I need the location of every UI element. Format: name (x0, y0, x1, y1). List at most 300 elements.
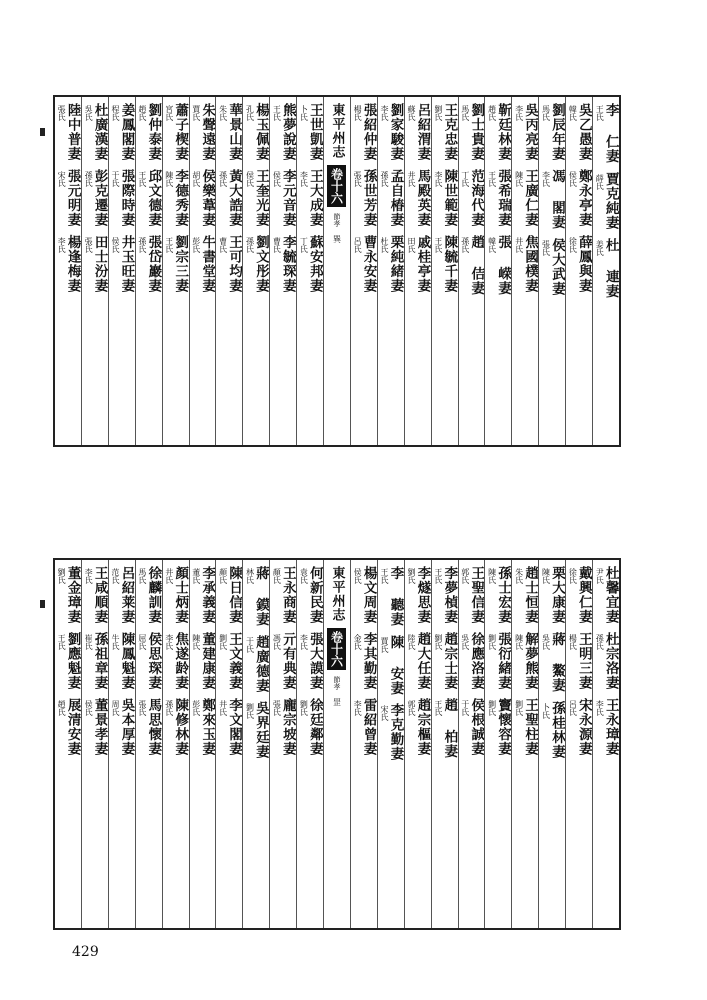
husband-name: 王大成妻 (306, 169, 323, 227)
husband-name: 王可均妻 (226, 235, 243, 293)
husband-name: 陸中普妻 (64, 103, 81, 161)
name-entry (595, 172, 617, 230)
husband-name: 牛書堂妻 (199, 235, 216, 293)
name-entry (595, 698, 617, 756)
name-entry (57, 103, 79, 161)
husband-name: 劉宗三妻 (172, 235, 189, 293)
name-entry (461, 103, 483, 161)
husband-name: 王明三妻 (575, 632, 592, 690)
name-entry (353, 566, 375, 624)
name-entry (299, 698, 321, 756)
husband-name: 侯思琛妻 (145, 632, 162, 690)
text-column (350, 97, 377, 445)
wife-surname: 劉氏 (514, 700, 524, 716)
husband-name: 吳界廷妻 (253, 700, 270, 759)
husband-name: 熊夢說妻 (279, 103, 296, 161)
wife-surname: 胡氏 (191, 171, 201, 187)
wife-surname: 王氏 (137, 171, 147, 187)
name-entry (219, 632, 241, 690)
wife-surname: 王氏 (164, 237, 174, 253)
name-entry (515, 566, 537, 624)
name-entry (57, 698, 79, 756)
husband-name: 李毓琛妻 (279, 235, 296, 293)
wife-surname: 孔氏 (245, 105, 255, 121)
name-entry (111, 103, 133, 161)
name-entry (57, 235, 79, 293)
text-column (592, 97, 619, 445)
husband-name: 井玉旺妻 (118, 235, 135, 293)
husband-name: 陳日信妻 (226, 566, 243, 624)
name-entry (568, 169, 590, 227)
name-entry (541, 169, 563, 230)
wife-surname: 陳氏 (164, 171, 174, 187)
husband-name: 徐廷鄰妻 (306, 698, 323, 756)
wife-surname: 侯氏 (84, 700, 94, 716)
name-entry (541, 701, 563, 759)
wife-surname: 趙氏 (57, 700, 67, 716)
husband-name: 董金璋妻 (64, 566, 81, 624)
name-entry (111, 235, 133, 293)
name-entry (380, 235, 402, 293)
husband-name: 何新民妻 (306, 566, 323, 624)
husband-name: 賈克純妻 (602, 171, 619, 230)
husband-name: 劉辰年妻 (548, 103, 565, 161)
wife-surname: 宋氏 (380, 705, 390, 721)
wife-surname: 劉氏 (218, 634, 228, 650)
husband-name: 王聖柱妻 (522, 698, 539, 756)
husband-name: 戚桂亭妻 (414, 235, 431, 293)
wife-surname: 劉氏 (245, 702, 255, 719)
wife-surname: 薛氏 (595, 173, 605, 190)
wife-surname: 朱氏 (514, 568, 524, 584)
wife-surname: 井氏 (164, 568, 174, 584)
name-entry (219, 235, 241, 293)
husband-name: 徐麟訓妻 (145, 566, 162, 624)
name-entry (434, 566, 456, 624)
husband-name: 馬思懷妻 (145, 698, 162, 756)
text-column (189, 97, 216, 445)
husband-name: 蔣 鏌妻 (253, 566, 270, 627)
text-column (377, 97, 404, 445)
husband-name: 姜鳳閣妻 (118, 103, 135, 161)
name-entry (299, 169, 321, 227)
text-column (484, 560, 511, 928)
husband-name: 劉仲泰妻 (145, 103, 162, 161)
wife-surname: 陳氏 (541, 568, 551, 584)
wife-surname: 張氏 (137, 700, 147, 716)
husband-name: 馮 閣妻 (548, 169, 565, 230)
wife-surname: 李氏 (541, 171, 551, 187)
name-entry (515, 235, 537, 293)
wife-surname: 趙氏 (137, 105, 147, 121)
husband-name: 董景孝妻 (91, 698, 108, 756)
wife-surname: 彭氏 (191, 700, 201, 716)
wife-surname: 李氏 (299, 634, 309, 650)
text-column (55, 560, 81, 928)
husband-name: 王聖信妻 (468, 566, 485, 624)
wife-surname: 王氏 (433, 568, 443, 584)
wife-surname: 于氏 (460, 700, 470, 716)
husband-name: 趙大任妻 (414, 632, 431, 690)
wife-surname: 徐氏 (568, 568, 578, 584)
name-entry (595, 103, 617, 164)
text-column (538, 560, 565, 928)
wife-surname: 張氏 (272, 700, 282, 716)
name-entry (434, 169, 456, 227)
name-entry (272, 698, 294, 756)
husband-name: 孫世芳妻 (360, 169, 377, 227)
wife-surname: 侯氏 (353, 568, 363, 584)
wife-surname: 孫氏 (84, 171, 94, 187)
husband-name: 李承義妻 (199, 566, 216, 624)
text-column (350, 560, 377, 928)
volume-label: 卷十六 (327, 165, 346, 207)
wife-surname: 井氏 (406, 171, 416, 187)
name-entry (165, 169, 187, 227)
wife-surname: 王氏 (487, 171, 497, 187)
name-entry (595, 566, 617, 624)
husband-name: 吳乙愚妻 (575, 103, 592, 161)
name-entry (192, 103, 214, 161)
wife-surname: 張氏 (541, 239, 551, 256)
husband-name: 張希瑞妻 (495, 169, 512, 227)
text-column (135, 560, 162, 928)
name-entry (488, 632, 510, 690)
name-entry (541, 632, 563, 693)
name-entry (219, 169, 241, 227)
husband-name: 李元音妻 (279, 169, 296, 227)
wife-surname: 牛氏 (110, 634, 120, 650)
name-entry (165, 632, 187, 690)
text-column (377, 560, 404, 928)
top-text-block (53, 95, 621, 447)
husband-name: 侯根誠妻 (468, 698, 485, 756)
wife-surname: 袁氏 (299, 568, 309, 584)
name-entry (219, 566, 241, 624)
name-entry (165, 698, 187, 756)
banner-column (323, 97, 350, 445)
wife-surname: 馬氏 (137, 568, 147, 584)
husband-name: 黃大誥妻 (226, 169, 243, 227)
wife-surname: 劉氏 (433, 105, 443, 121)
wife-surname: 劉氏 (487, 700, 497, 716)
text-column (81, 560, 108, 928)
husband-name: 張岱巖妻 (145, 235, 162, 293)
wife-surname: 趙氏 (487, 105, 497, 121)
wife-surname: 劉氏 (299, 700, 309, 716)
husband-name: 趙 柏妻 (441, 698, 458, 759)
wife-surname: 孫氏 (218, 171, 228, 187)
husband-name: 徐應洛妻 (468, 632, 485, 690)
husband-name: 栗大康妻 (548, 566, 565, 624)
husband-name: 雷紹曾妻 (360, 698, 377, 756)
name-entry (488, 169, 510, 227)
husband-name: 王世凱妻 (306, 103, 323, 161)
name-entry (380, 103, 402, 161)
name-entry (380, 566, 402, 627)
wife-surname: 侯氏 (568, 171, 578, 187)
name-entry (407, 235, 429, 293)
wife-surname: 王氏 (57, 634, 67, 650)
name-entry (165, 235, 187, 293)
page-number: 429 (72, 944, 99, 960)
wife-surname: 丁氏 (299, 237, 309, 253)
text-column (592, 560, 619, 928)
husband-name: 戴興仁妻 (575, 566, 592, 624)
text-column (189, 560, 216, 928)
name-entry (434, 103, 456, 161)
wife-surname: 楊氏 (568, 634, 578, 650)
husband-name: 侯大武妻 (548, 237, 565, 296)
text-column (215, 560, 242, 928)
name-entry (541, 238, 563, 296)
wife-surname: 侯氏 (110, 237, 120, 253)
husband-name: 孫士宏妻 (495, 566, 512, 624)
name-entry (165, 103, 187, 161)
husband-name: 劉家駿妻 (387, 103, 404, 161)
name-entry (246, 566, 268, 627)
husband-name: 蕭子楔妻 (172, 103, 189, 161)
husband-name: 趙廣德妻 (253, 634, 270, 693)
husband-name: 王永璋妻 (602, 698, 619, 756)
wife-surname: 范氏 (110, 568, 120, 584)
name-entry (461, 169, 483, 227)
wife-surname: 張氏 (84, 237, 94, 253)
wife-surname: 呂氏 (353, 237, 363, 253)
section-label: 節孝 (332, 213, 341, 227)
wife-surname: 金氏 (353, 634, 363, 650)
wife-surname: 吳氏 (541, 634, 551, 650)
husband-name: 顏士炳妻 (172, 566, 189, 624)
name-entry (84, 632, 106, 690)
wife-surname: 李氏 (164, 634, 174, 650)
husband-name: 鄭永亭妻 (575, 169, 592, 227)
wife-surname: 崔氏 (84, 634, 94, 650)
name-entry (299, 235, 321, 293)
husband-name: 張衍緒妻 (495, 632, 512, 690)
volume-marker (324, 165, 350, 207)
name-entry (111, 566, 133, 624)
wife-surname: 李氏 (595, 700, 605, 716)
wife-surname: 井氏 (218, 700, 228, 716)
name-entry (434, 698, 456, 759)
wife-surname: 李氏 (514, 105, 524, 121)
husband-name: 竇懷容妻 (495, 698, 512, 756)
text-column (404, 560, 431, 928)
name-entry (568, 566, 590, 624)
husband-name: 馬殿英妻 (414, 169, 431, 227)
husband-name: 朱聲遠妻 (199, 103, 216, 161)
text-column (458, 97, 485, 445)
husband-name: 趙宗樞妻 (414, 698, 431, 756)
husband-name: 杜宗洛妻 (602, 632, 619, 690)
wife-surname: 林氏 (245, 568, 255, 584)
husband-name: 蔣 鰲妻 (548, 632, 565, 693)
husband-name: 展清安妻 (64, 698, 81, 756)
name-entry (246, 169, 268, 227)
husband-name: 王奎光妻 (253, 169, 270, 227)
name-entry (57, 169, 79, 227)
text-column (565, 560, 592, 928)
wife-surname: 卜氏 (299, 105, 309, 121)
wife-surname: 馮氏 (272, 634, 282, 650)
husband-name: 董建康妻 (199, 632, 216, 690)
folio-label: 罡 (332, 698, 342, 706)
name-entry (434, 632, 456, 690)
name-entry (380, 635, 402, 696)
wife-surname: 朱氏 (218, 105, 228, 121)
name-entry (84, 698, 106, 756)
name-entry (515, 698, 537, 756)
name-entry (138, 169, 160, 227)
name-entry (353, 235, 375, 293)
text-column (565, 97, 592, 445)
wife-surname: 賈氏 (191, 105, 201, 121)
name-entry (57, 632, 79, 690)
name-entry (192, 632, 214, 690)
name-entry (272, 103, 294, 161)
text-column (108, 560, 135, 928)
husband-name: 吳本厚妻 (118, 698, 135, 756)
name-entry (541, 103, 563, 161)
wife-surname: 韓氏 (487, 237, 497, 253)
wife-surname: 馬氏 (460, 105, 470, 121)
name-entry (246, 635, 268, 693)
name-entry (407, 566, 429, 624)
name-entry (461, 698, 483, 756)
gazetteer-title: 東平州志 (329, 566, 345, 622)
wife-surname: 郭氏 (406, 700, 416, 716)
name-entry (407, 169, 429, 227)
husband-name: 亓有典妻 (279, 632, 296, 690)
name-entry (219, 103, 241, 161)
name-entry (568, 103, 590, 161)
wife-surname: 孫氏 (380, 171, 390, 187)
husband-name: 劉文彤妻 (253, 235, 270, 293)
wife-surname: 郭氏 (460, 568, 470, 584)
banner-column (323, 560, 350, 928)
name-entry (246, 103, 268, 161)
text-column (242, 97, 269, 445)
text-column (296, 97, 323, 445)
text-column (135, 97, 162, 445)
husband-name: 劉應魁妻 (64, 632, 81, 690)
name-entry (165, 566, 187, 624)
wife-surname: 陳氏 (514, 171, 524, 187)
name-entry (568, 632, 590, 690)
folio-label: 巽 (332, 235, 342, 243)
text-column (511, 560, 538, 928)
name-entry (272, 169, 294, 227)
wife-surname: 劉氏 (57, 568, 67, 584)
name-entry (461, 235, 483, 296)
wife-surname: 孫氏 (137, 237, 147, 253)
name-entry (111, 169, 133, 227)
wife-surname: 孫氏 (245, 237, 255, 253)
wife-surname: 周氏 (110, 700, 120, 716)
husband-name: 李德秀妻 (172, 169, 189, 227)
name-entry (461, 566, 483, 624)
name-entry (515, 169, 537, 227)
wife-surname: 張氏 (353, 171, 363, 187)
name-entry (299, 103, 321, 161)
name-entry (541, 566, 563, 624)
wife-surname: 姜氏 (595, 239, 605, 256)
wife-surname: 陳氏 (487, 568, 497, 584)
husband-name: 栗純緒妻 (387, 235, 404, 293)
husband-name: 楊玉佩妻 (253, 103, 270, 161)
husband-name: 彭克遷妻 (91, 169, 108, 227)
wife-surname: 賈氏 (380, 636, 390, 653)
name-entry (568, 235, 590, 293)
husband-name: 張元明妻 (64, 169, 81, 227)
wife-surname: 張氏 (57, 105, 67, 121)
husband-name: 王文義妻 (226, 632, 243, 690)
wife-surname: 杜氏 (380, 237, 390, 253)
wife-surname: 丁氏 (460, 171, 470, 187)
husband-name: 鄭來玉妻 (199, 698, 216, 756)
husband-name: 杜馨宜妻 (602, 566, 619, 624)
husband-name: 李文閣妻 (226, 698, 243, 756)
husband-name: 吳丙亮妻 (522, 103, 539, 161)
wife-surname: 劉氏 (406, 568, 416, 584)
husband-name: 解夢熊妻 (522, 632, 539, 690)
husband-name: 華景山妻 (226, 103, 243, 161)
wife-surname: 劉氏 (433, 634, 443, 650)
wife-surname: 劉氏 (487, 634, 497, 650)
husband-name: 曹永安妻 (360, 235, 377, 293)
husband-name: 張際時妻 (118, 169, 135, 227)
husband-name: 劉士貴妻 (468, 103, 485, 161)
wife-surname: 顏氏 (218, 568, 228, 584)
name-entry (192, 235, 214, 293)
text-column (538, 97, 565, 445)
name-entry (299, 566, 321, 624)
wife-surname: 侯氏 (245, 171, 255, 187)
wife-surname: 王氏 (380, 568, 390, 584)
name-entry (84, 103, 106, 161)
name-entry (84, 169, 106, 227)
wife-surname: 陸氏 (406, 634, 416, 650)
wife-surname: 侯氏 (272, 171, 282, 187)
text-column (81, 97, 108, 445)
wife-surname: 井氏 (514, 237, 524, 253)
text-column (458, 560, 485, 928)
wife-surname: 李氏 (353, 700, 363, 716)
name-entry (192, 169, 214, 227)
name-entry (407, 698, 429, 756)
husband-name: 趙宗士妻 (441, 632, 458, 690)
husband-name: 靳廷林妻 (495, 103, 512, 161)
name-entry (272, 632, 294, 690)
name-entry (353, 698, 375, 756)
bottom-text-block (53, 558, 621, 930)
wife-surname: 王氏 (433, 700, 443, 716)
text-column (162, 560, 189, 928)
husband-name: 王克忠妻 (441, 103, 458, 161)
name-entry (84, 235, 106, 293)
name-entry (299, 632, 321, 690)
husband-name: 蘇安邦妻 (306, 235, 323, 293)
wife-surname: 卜氏 (541, 702, 551, 719)
wife-surname: 于氏 (110, 171, 120, 187)
text-column (269, 97, 296, 445)
wife-surname: 曹氏 (218, 237, 228, 253)
text-column (484, 97, 511, 445)
husband-name: 陳毓千妻 (441, 235, 458, 293)
name-entry (192, 566, 214, 624)
wife-surname: 吳氏 (460, 634, 470, 650)
